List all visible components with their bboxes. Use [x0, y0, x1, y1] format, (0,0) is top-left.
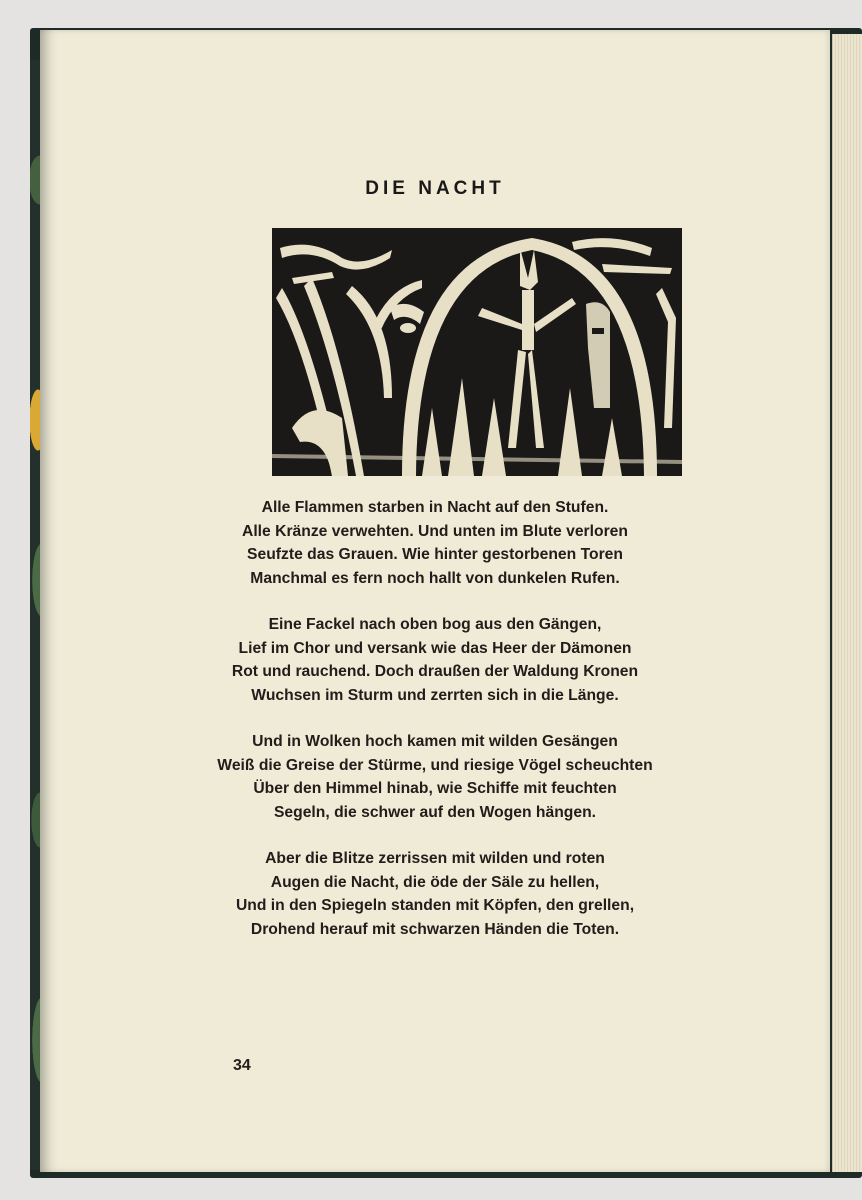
poem-line: Segeln, die schwer auf den Wogen hängen.	[273, 803, 597, 821]
poem-line: Drohend herauf mit schwarzen Händen die Toten.	[250, 920, 620, 938]
poem-line: Über den Himmel hinab, wie Schiffe mit feuchten	[253, 780, 617, 797]
woodcut-illustration	[272, 228, 682, 476]
stanza	[40, 847, 830, 941]
poem-line: Lief im Chor und versank wie das Heer der Dämonen	[238, 639, 632, 657]
poem-line: Wuchsen im Sturm und zerrten sich in die Länge.	[251, 686, 619, 704]
poem-line: Und in den Spiegeln standen mit Köpfen, den grellen,	[235, 897, 635, 914]
poem-line: Augen die Nacht, die öde der Säle zu hellen,	[270, 873, 600, 891]
stanza	[40, 496, 830, 590]
stanza	[40, 613, 830, 707]
poem-body	[40, 496, 830, 964]
poem-line: Seufzte das Grauen. Wie hinter gestorbenen Toren	[247, 546, 623, 563]
poem-line: Alle Flammen starben in Nacht auf den Stufen.	[261, 499, 609, 516]
poem-line: Aber die Blitze zerrissen mit wilden und roten	[265, 850, 605, 867]
poem-line: Manchmal es fern noch hallt von dunkelen Rufen.	[250, 569, 620, 587]
poem-line: Alle Kränze verwehten. Und unten im Blute verloren	[242, 522, 628, 540]
poem-line: Rot und rauchend. Doch draußen der Waldung Kronen	[231, 663, 639, 680]
poem-line: Eine Fackel nach oben bog aus den Gängen,	[268, 616, 602, 633]
page-stack-edge	[832, 34, 862, 1172]
stanza	[40, 730, 830, 824]
page-number: 34	[233, 1057, 251, 1074]
poem-line: Und in Wolken hoch kamen mit wilden Gesängen	[252, 733, 618, 750]
poem-title: DIE NACHT	[365, 178, 505, 199]
poem-line: Weiß die Greise der Stürme, und riesige Vögel scheuchten	[217, 756, 653, 774]
